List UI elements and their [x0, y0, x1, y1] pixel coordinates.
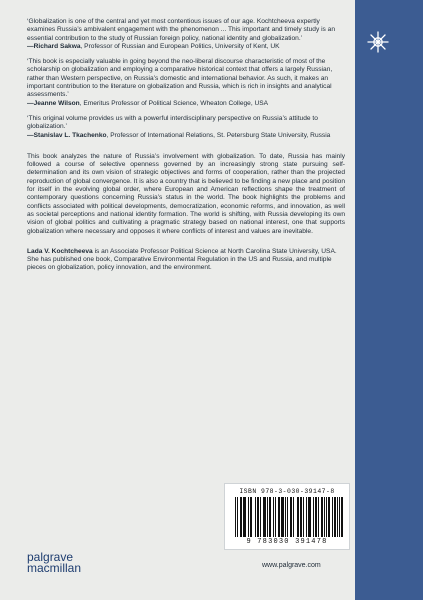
- endorsement-text: ‘Globalization is one of the central and yet most contentious issues of our age. Kochtcheeva expertly examines Russia’s ambivalent engagement with the phenomenon ... This important and timely study is an essential contribution to the study of Russian foreign policy, national identity and globalization.’: [27, 18, 335, 42]
- barcode-bar: [267, 497, 268, 537]
- barcode-bar: [316, 497, 317, 537]
- barcode-bar: [321, 497, 322, 537]
- book-description: This book analyzes the nature of Russia’s involvement with globalization. To date, Russia has mainly followed a course of selective openness governed by an increasingly strong state pursuing self-determination and its own vision of strategic objectives and forms of cooperation, rather than the projected reproduction of global convergence. It is also a country that is believed to be finding a new place and position for itself in the evolving global order, where European and American reflections shape the treatment of contemporary questions concerning Russia’s status in the world. The book highlights the problems and conflicts associated with political developments, democratization, economic reforms, and innovation, as well as societal perceptions and national identity formation. The world is shifting, with Russia developing its own vision of global politics and cultivating a pragmatic strategy based on national interest, one that supports globalization where necessary and opposes it where conflicts of interest and values are inevitable.: [27, 152, 345, 235]
- endorsement-affiliation: , Emeritus Professor of Political Science, Wheaton College, USA: [79, 99, 269, 107]
- barcode-bar: [313, 497, 314, 537]
- barcode-bar: [332, 497, 333, 537]
- barcode-bar: [298, 497, 299, 537]
- palgrave-star-icon: [366, 30, 390, 54]
- barcode-bar: [300, 497, 301, 537]
- barcode-bar: [293, 497, 294, 537]
- barcode-bar: [322, 497, 323, 537]
- barcode-bar: [309, 497, 310, 537]
- barcode-bar: [329, 497, 330, 537]
- barcode-bar: [324, 497, 325, 537]
- endorsement-3: [27, 115, 345, 140]
- endorsement-attribution: [27, 132, 345, 140]
- author-bio: [27, 248, 345, 273]
- barcode-bar: [270, 497, 271, 537]
- barcode-number: 9 783030 391478: [246, 538, 328, 546]
- barcode-bar: [244, 497, 245, 537]
- barcode-bar: [240, 497, 241, 537]
- endorsement-attribution: [27, 100, 345, 108]
- barcode-bar: [281, 497, 282, 537]
- barcode-bar: [326, 497, 327, 537]
- barcode-bar: [297, 497, 298, 537]
- barcode-bar: [241, 497, 242, 537]
- barcode-box: [224, 483, 350, 550]
- barcode-bar: [337, 497, 338, 537]
- barcode-bar: [339, 497, 340, 537]
- barcode-bar: [287, 497, 288, 537]
- endorsement-affiliation: , Professor of Russian and European Politics, University of Kent, UK: [80, 42, 280, 50]
- barcode-bar: [248, 497, 249, 537]
- barcode-bar: [283, 497, 284, 537]
- barcode-bar: [290, 497, 291, 537]
- barcode-bar: [310, 497, 311, 537]
- barcode-bar: [342, 497, 343, 537]
- barcode-bar: [255, 497, 256, 537]
- barcode-bar: [243, 497, 244, 537]
- barcode-bar: [335, 497, 336, 537]
- endorsement-author: —Jeanne Wilson: [27, 99, 80, 107]
- barcode-bar: [315, 497, 316, 537]
- endorsement-text: ‘This book is especially valuable in going beyond the neo-liberal discourse characteristic of most of the scholarship on globalization and employing a comparative historical context that offers a largely Russian, rather than Western perspective, on Russia’s domestic and international behavior. As such, it makes an important contribution to the literature on globalization and Russia, which is rich in insights and analytical assessments.’: [27, 58, 333, 99]
- barcode-bar: [250, 497, 251, 537]
- barcode-graphic: [235, 497, 343, 537]
- barcode-bar: [303, 497, 304, 537]
- barcode-bar: [279, 497, 280, 537]
- barcode-bar: [306, 497, 307, 537]
- author-name: Lada V. Kochtcheeva: [27, 247, 93, 255]
- barcode-bar: [301, 497, 302, 537]
- barcode-bar: [257, 497, 258, 537]
- publisher-logo: [27, 552, 81, 574]
- spine-accent-strip: [355, 0, 423, 600]
- barcode-bar: [258, 497, 259, 537]
- barcode-bar: [265, 497, 266, 537]
- publisher-logo-line2: macmillan: [27, 561, 82, 575]
- barcode-bar: [275, 497, 276, 537]
- barcode-bar: [285, 497, 286, 537]
- isbn-label: ISBN 978-3-030-39147-8: [239, 488, 335, 495]
- author-bio-text: is an Associate Professor Political Science at North Carolina State University, USA. She has published one book, Comparative Environmental Regulation in the US and Russia, and multiple pieces on globalization, policy innovation, and the environment.: [27, 247, 337, 272]
- barcode-bar: [341, 497, 342, 537]
- endorsement-text: ‘This original volume provides us with a powerful interdisciplinary perspective on Russia’s attitude to globalization.’: [27, 114, 318, 131]
- endorsement-author: —Stanislav L. Tkachenko: [27, 131, 107, 139]
- barcode-bar: [308, 497, 309, 537]
- barcode-bar: [260, 497, 261, 537]
- endorsement-author: —Richard Sakwa: [27, 42, 81, 50]
- barcode-bar: [318, 497, 319, 537]
- barcode-bar: [264, 497, 265, 537]
- back-cover-text: [27, 18, 345, 273]
- endorsement-affiliation: , Professor of International Relations, St. Petersburg State University, Russia: [106, 131, 331, 139]
- endorsement-attribution: [27, 43, 345, 51]
- barcode-bar: [278, 497, 279, 537]
- endorsement-1: [27, 18, 345, 51]
- barcode-bar: [263, 497, 264, 537]
- barcode-bar: [269, 497, 270, 537]
- publisher-url: www.palgrave.com: [262, 562, 321, 569]
- endorsement-2: [27, 58, 345, 108]
- barcode-bar: [237, 497, 238, 537]
- barcode-bar: [291, 497, 292, 537]
- publisher-logo-line1: palgrave: [27, 550, 74, 564]
- barcode-bar: [328, 497, 329, 537]
- barcode-bar: [282, 497, 283, 537]
- barcode-bar: [273, 497, 274, 537]
- barcode-bar: [251, 497, 252, 537]
- barcode-bar: [334, 497, 335, 537]
- barcode-bar: [235, 497, 236, 537]
- barcode-bar: [245, 497, 246, 537]
